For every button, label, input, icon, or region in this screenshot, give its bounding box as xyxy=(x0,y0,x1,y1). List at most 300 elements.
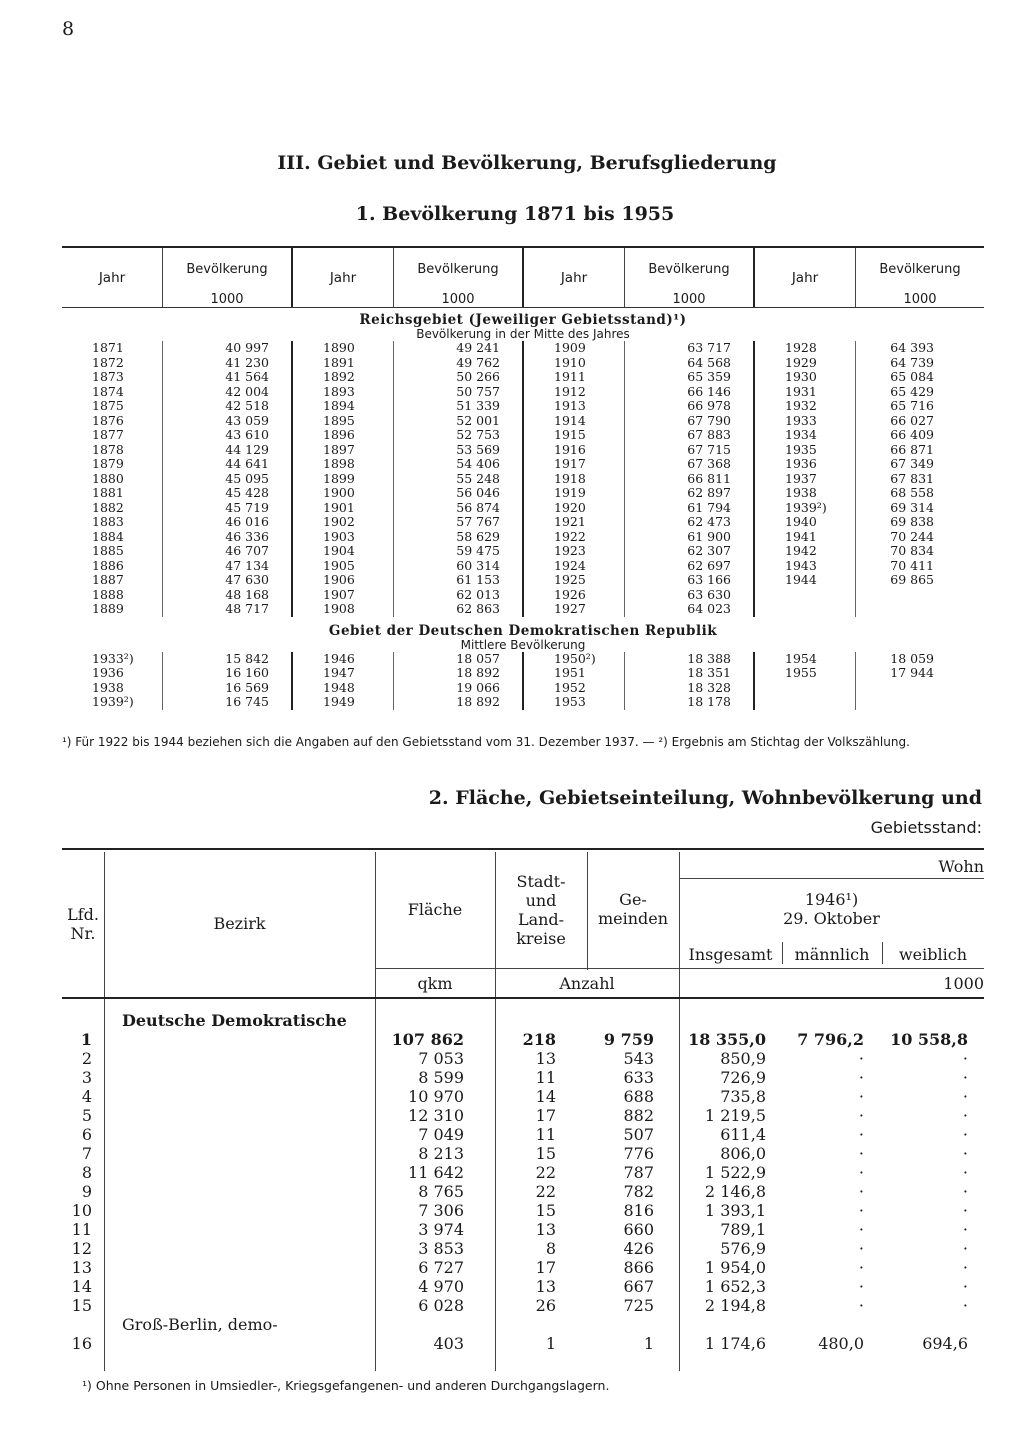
spacer xyxy=(62,999,984,1011)
bezirk-name-line1: Groß-Berlin, demo- xyxy=(122,1315,278,1334)
cell-maennlich: · xyxy=(858,1049,864,1068)
year-cell: 1935 xyxy=(785,441,817,457)
value-cell: 67 883 xyxy=(687,427,731,442)
cell-maennlich: · xyxy=(858,1182,864,1201)
year-cell: 1891 xyxy=(323,354,355,370)
cell-flaeche: 8 765 xyxy=(418,1182,464,1201)
year-cell: 1933 xyxy=(785,412,817,428)
cell-insgesamt: 576,9 xyxy=(720,1239,766,1258)
cell-maennlich: · xyxy=(858,1239,864,1258)
table-body xyxy=(62,999,984,1353)
value-cell: 45 428 xyxy=(225,485,269,500)
value-cell: 18 057 xyxy=(456,650,500,666)
table-row xyxy=(62,1182,984,1201)
value-cell: 16 160 xyxy=(225,665,269,680)
year-cell: 1950²) xyxy=(554,650,596,666)
year-cell: 1893 xyxy=(323,383,355,399)
cell-maennlich: · xyxy=(858,1201,864,1220)
year-cell: 1885 xyxy=(92,543,124,558)
row-number: 6 xyxy=(81,1125,92,1144)
table-row xyxy=(62,1125,984,1144)
year-cell: 1892 xyxy=(323,369,355,384)
table-row xyxy=(62,1334,984,1353)
year-cell: 1919 xyxy=(554,485,586,500)
year-cell: 1923 xyxy=(554,543,586,558)
cell-insgesamt: 2 146,8 xyxy=(704,1182,766,1201)
year-cell: 1896 xyxy=(323,427,355,442)
year-cell: 1922 xyxy=(554,528,586,544)
value-cell: 67 368 xyxy=(687,456,731,471)
header-group xyxy=(522,248,753,307)
table-row xyxy=(62,1163,984,1182)
cell-flaeche: 7 049 xyxy=(418,1125,464,1144)
year-cell: 1900 xyxy=(323,485,355,500)
year-cell: 1898 xyxy=(323,456,355,471)
cell-weiblich: 10 558,8 xyxy=(890,1030,968,1049)
table-row xyxy=(62,1087,984,1106)
year-cell: 1881 xyxy=(92,485,124,500)
value-cell: 47 134 xyxy=(225,557,269,573)
cell-kreise: 22 xyxy=(535,1182,556,1201)
value-cell: 41 230 xyxy=(225,354,269,370)
cell-maennlich: 480,0 xyxy=(818,1334,864,1353)
table1-title: 1. Bevölkerung 1871 bis 1955 xyxy=(355,203,675,225)
value-cell: 49 762 xyxy=(456,354,500,370)
value-cell: 57 767 xyxy=(456,514,500,529)
cell-flaeche: 4 970 xyxy=(418,1277,464,1296)
year-cell: 1920 xyxy=(554,499,586,515)
value-cell: 61 794 xyxy=(687,499,731,515)
row-number: 14 xyxy=(71,1277,92,1296)
year-cell: 1918 xyxy=(554,470,586,486)
year-cell: 1931 xyxy=(785,383,817,399)
year-cell: 1913 xyxy=(554,398,586,413)
value-cell: 40 997 xyxy=(225,340,269,355)
value-cell: 61 153 xyxy=(456,572,500,587)
year-cell: 1927 xyxy=(554,601,586,616)
value-cell: 70 411 xyxy=(890,557,934,573)
year-cell: 1909 xyxy=(554,340,586,355)
year-cell: 1889 xyxy=(92,601,124,616)
cell-gemeinden: 782 xyxy=(623,1182,654,1201)
value-cell: 67 831 xyxy=(890,470,934,486)
value-cell: 52 001 xyxy=(456,412,500,428)
table-row-label-line xyxy=(62,1315,984,1334)
cell-maennlich: · xyxy=(858,1106,864,1125)
table2-title: 2. Fläche, Gebietseinteilung, Wohnbevölkerung und xyxy=(428,787,982,809)
header-group xyxy=(753,248,984,307)
cell-insgesamt: 1 652,3 xyxy=(704,1277,766,1296)
table-row xyxy=(62,1201,984,1220)
value-cells xyxy=(855,652,984,710)
year-cell: 1915 xyxy=(554,427,586,442)
unit-anzahl: Anzahl xyxy=(559,974,615,993)
year-cell: 1877 xyxy=(92,427,124,442)
value-cell: 66 978 xyxy=(687,398,731,413)
value-cell: 45 719 xyxy=(225,499,269,515)
cell-flaeche: 107 862 xyxy=(391,1030,464,1049)
cell-insgesamt: 1 522,9 xyxy=(704,1163,766,1182)
value-cell: 69 314 xyxy=(890,499,934,515)
value-cell: 63 166 xyxy=(687,572,731,587)
cell-gemeinden: 776 xyxy=(623,1144,654,1163)
header-unit: 1000 xyxy=(210,292,244,307)
cell-kreise: 13 xyxy=(535,1049,556,1068)
cell-flaeche: 3 974 xyxy=(418,1220,464,1239)
value-cell: 58 629 xyxy=(456,528,500,544)
value-cell: 63 717 xyxy=(687,340,731,355)
cell-flaeche: 6 028 xyxy=(418,1296,464,1315)
cell-flaeche: 8 599 xyxy=(418,1068,464,1087)
year-cell: 1890 xyxy=(323,340,355,355)
cell-maennlich: · xyxy=(858,1296,864,1315)
cell-flaeche: 403 xyxy=(433,1334,464,1353)
value-cell: 62 897 xyxy=(687,485,731,500)
value-cell: 70 834 xyxy=(890,543,934,558)
value-cell: 47 630 xyxy=(225,572,269,587)
cell-flaeche: 10 970 xyxy=(408,1087,464,1106)
value-cell: 54 406 xyxy=(456,456,500,471)
value-cell: 59 475 xyxy=(456,543,500,558)
year-cell: 1954 xyxy=(785,650,817,666)
header-population-label: Bevölkerung xyxy=(186,262,268,277)
header-year: Jahr xyxy=(791,269,819,286)
cell-maennlich: · xyxy=(858,1163,864,1182)
value-cell: 49 241 xyxy=(456,340,500,355)
cell-flaeche: 7 306 xyxy=(418,1201,464,1220)
year-cell: 1955 xyxy=(785,665,817,680)
header-maennlich: männlich xyxy=(794,945,870,964)
year-cell: 1951 xyxy=(554,665,586,680)
value-cell: 53 569 xyxy=(456,441,500,457)
value-cell: 55 248 xyxy=(456,470,500,486)
value-cell: 43 610 xyxy=(225,427,269,442)
value-cell: 45 095 xyxy=(225,470,269,486)
year-cell: 1941 xyxy=(785,528,817,544)
year-cell: 1910 xyxy=(554,354,586,370)
header-year: Jahr xyxy=(329,269,357,286)
year-cell: 1924 xyxy=(554,557,586,573)
cell-kreise: 14 xyxy=(535,1087,556,1106)
year-cell: 1942 xyxy=(785,543,817,558)
year-cells xyxy=(293,341,393,617)
year-cell: 1902 xyxy=(323,514,355,529)
population-table xyxy=(62,246,984,710)
year-cells xyxy=(524,652,624,710)
cell-insgesamt: 789,1 xyxy=(720,1220,766,1239)
value-cell: 62 307 xyxy=(687,543,731,558)
value-cell: 18 892 xyxy=(456,665,500,680)
value-cell: 64 739 xyxy=(890,354,934,370)
value-cell: 52 753 xyxy=(456,427,500,442)
year-cell: 1911 xyxy=(554,369,586,384)
year-cell: 1906 xyxy=(323,572,355,587)
value-cell: 66 811 xyxy=(687,470,731,486)
table-row xyxy=(62,1277,984,1296)
value-cell: 62 863 xyxy=(456,601,500,616)
bezirk-name-line1: Deutsche Demokratische xyxy=(122,1011,347,1030)
year-cell: 1938 xyxy=(92,679,124,695)
cell-maennlich: · xyxy=(858,1258,864,1277)
cell-flaeche: 7 053 xyxy=(418,1049,464,1068)
cell-weiblich: · xyxy=(962,1106,968,1125)
row-number: 2 xyxy=(81,1049,92,1068)
value-cell: 66 409 xyxy=(890,427,934,442)
year-cells xyxy=(755,652,855,710)
cell-flaeche: 12 310 xyxy=(408,1106,464,1125)
table-row xyxy=(62,1144,984,1163)
header-bezirk: Bezirk xyxy=(213,914,266,933)
row-number: 12 xyxy=(71,1239,92,1258)
cell-maennlich: · xyxy=(858,1144,864,1163)
header-unit: 1000 xyxy=(441,292,475,307)
value-cell: 62 473 xyxy=(687,514,731,529)
value-cell: 18 328 xyxy=(687,679,731,695)
row-number: 8 xyxy=(81,1163,92,1182)
cell-weiblich: · xyxy=(962,1258,968,1277)
cell-insgesamt: 1 219,5 xyxy=(704,1106,766,1125)
year-cell: 1897 xyxy=(323,441,355,457)
year-cell: 1939²) xyxy=(785,499,827,515)
value-cell: 50 757 xyxy=(456,383,500,399)
row-number: 1 xyxy=(80,1030,92,1049)
cell-weiblich: · xyxy=(962,1087,968,1106)
value-cell: 64 023 xyxy=(687,601,731,616)
year-cell: 1899 xyxy=(323,470,355,486)
cell-insgesamt: 726,9 xyxy=(720,1068,766,1087)
cell-flaeche: 8 213 xyxy=(418,1144,464,1163)
header-population-label: Bevölkerung xyxy=(879,262,961,277)
row-number: 4 xyxy=(81,1087,92,1106)
value-cell: 43 059 xyxy=(225,412,269,428)
row-number: 15 xyxy=(71,1296,92,1315)
rule xyxy=(62,307,984,308)
value-cell: 65 429 xyxy=(890,383,934,399)
year-cell: 1937 xyxy=(785,470,817,486)
year-cell: 1879 xyxy=(92,456,124,471)
year-cell: 1873 xyxy=(92,369,124,384)
year-cell: 1908 xyxy=(323,601,355,616)
year-cell: 1901 xyxy=(323,499,355,515)
year-cell: 1886 xyxy=(92,557,124,573)
rule xyxy=(680,878,984,879)
cell-weiblich: · xyxy=(962,1068,968,1087)
cell-weiblich: · xyxy=(962,1239,968,1258)
year-column xyxy=(753,652,984,710)
reich-section-title: Reichsgebiet (Jeweiliger Gebietsstand)¹) xyxy=(359,312,687,328)
value-cells xyxy=(393,341,522,617)
value-cell: 48 168 xyxy=(225,586,269,602)
year-cells xyxy=(524,341,624,617)
ddr-section-title: Gebiet der Deutschen Demokratischen Republik xyxy=(328,622,718,639)
year-column xyxy=(291,341,522,617)
cell-gemeinden: 543 xyxy=(623,1049,654,1068)
value-cell: 18 892 xyxy=(456,694,500,709)
value-cells xyxy=(162,652,291,710)
value-cell: 16 569 xyxy=(225,679,269,695)
value-cell: 42 004 xyxy=(225,383,269,399)
value-cell: 66 027 xyxy=(890,412,934,428)
cell-gemeinden: 660 xyxy=(623,1220,654,1239)
year-cell: 1932 xyxy=(785,398,817,413)
header-kreise: Stadt- und Land- kreise xyxy=(516,872,566,948)
ddr-grid xyxy=(62,652,984,710)
year-column xyxy=(62,652,291,710)
cell-gemeinden: 1 xyxy=(643,1334,654,1353)
year-cell: 1947 xyxy=(323,665,355,680)
header-unit: 1000 xyxy=(903,292,937,307)
reich-grid xyxy=(62,341,984,617)
year-cell: 1884 xyxy=(92,528,124,544)
header-group xyxy=(62,248,291,307)
year-cell: 1880 xyxy=(92,470,124,486)
value-cell: 42 518 xyxy=(225,398,269,413)
year-cell: 1874 xyxy=(92,383,124,399)
cell-kreise: 1 xyxy=(545,1334,556,1353)
year-cell: 1888 xyxy=(92,586,124,602)
cell-weiblich: · xyxy=(962,1201,968,1220)
value-cell: 16 745 xyxy=(225,694,269,709)
cell-maennlich: · xyxy=(858,1068,864,1087)
value-cell: 67 349 xyxy=(890,456,934,471)
table-row xyxy=(62,1106,984,1125)
year-cell: 1912 xyxy=(554,383,586,399)
cell-kreise: 15 xyxy=(535,1144,556,1163)
value-cell: 66 871 xyxy=(890,441,934,457)
year-column xyxy=(522,341,753,617)
year-cell: 1936 xyxy=(785,456,817,471)
rule xyxy=(375,968,984,969)
year-column xyxy=(753,341,984,617)
header-gemeinden: Ge- meinden xyxy=(597,890,669,928)
value-cell: 46 016 xyxy=(225,514,269,529)
value-cell: 50 266 xyxy=(456,369,500,384)
value-cell: 44 641 xyxy=(225,456,269,471)
year-cell: 1929 xyxy=(785,354,817,370)
cell-kreise: 11 xyxy=(535,1125,556,1144)
cell-weiblich: · xyxy=(962,1296,968,1315)
cell-kreise: 8 xyxy=(545,1239,556,1258)
table2-subtitle: Gebietsstand: xyxy=(870,818,982,837)
cell-insgesamt: 1 174,6 xyxy=(704,1334,766,1353)
value-cell: 48 717 xyxy=(225,601,269,616)
year-cell: 1946 xyxy=(323,650,355,666)
year-cell: 1894 xyxy=(323,398,355,413)
page-number: 8 xyxy=(62,18,75,40)
cell-maennlich: · xyxy=(858,1277,864,1296)
cell-flaeche: 3 853 xyxy=(418,1239,464,1258)
header-year: Jahr xyxy=(98,269,126,286)
value-cell: 65 359 xyxy=(687,369,731,384)
year-cell: 1878 xyxy=(92,441,124,457)
row-number: 13 xyxy=(71,1258,92,1277)
row-number: 7 xyxy=(81,1144,92,1163)
header-census: 1946¹) 29. Oktober xyxy=(783,890,880,928)
cell-flaeche: 11 642 xyxy=(408,1163,464,1182)
year-cell: 1938 xyxy=(785,485,817,500)
header-unit: 1000 xyxy=(672,292,706,307)
cell-insgesamt: 611,4 xyxy=(720,1125,766,1144)
year-cell: 1876 xyxy=(92,412,124,428)
value-cell: 65 716 xyxy=(890,398,934,413)
year-cell: 1949 xyxy=(323,694,355,709)
cell-insgesamt: 1 393,1 xyxy=(704,1201,766,1220)
value-cell: 70 244 xyxy=(890,528,934,544)
year-column xyxy=(522,652,753,710)
year-column xyxy=(62,341,291,617)
year-cell: 1925 xyxy=(554,572,586,587)
year-cells xyxy=(62,652,162,710)
year-cell: 1939²) xyxy=(92,694,134,709)
value-cells xyxy=(624,652,753,710)
table-row xyxy=(62,1258,984,1277)
header-population xyxy=(162,248,291,307)
table-row xyxy=(62,1220,984,1239)
value-cell: 69 838 xyxy=(890,514,934,529)
cell-weiblich: 694,6 xyxy=(922,1334,968,1353)
value-cell: 46 336 xyxy=(225,528,269,544)
value-cell: 69 865 xyxy=(890,572,934,587)
cell-kreise: 26 xyxy=(535,1296,556,1315)
table-header xyxy=(62,248,984,307)
year-cell: 1921 xyxy=(554,514,586,529)
table-row xyxy=(62,1239,984,1258)
table1-footnote: ¹) Für 1922 bis 1944 beziehen sich die Angaben auf den Gebietsstand vom 31. Dezember 1937. — ²) Ergebnis am Stichtag der Volkszählung. xyxy=(62,735,910,749)
row-number: 3 xyxy=(81,1068,92,1087)
value-cell: 18 178 xyxy=(687,694,731,709)
value-cell: 63 630 xyxy=(687,586,731,602)
cell-kreise: 15 xyxy=(535,1201,556,1220)
cell-gemeinden: 866 xyxy=(623,1258,654,1277)
row-number: 10 xyxy=(71,1201,92,1220)
value-cell: 64 393 xyxy=(890,340,934,355)
row-number: 11 xyxy=(71,1220,92,1239)
table-row xyxy=(62,1296,984,1315)
value-cell: 51 339 xyxy=(456,398,500,413)
section-title: III. Gebiet und Bevölkerung, Berufsgliederung xyxy=(277,152,777,174)
cell-gemeinden: 882 xyxy=(623,1106,654,1125)
value-cells xyxy=(162,341,291,617)
year-cell: 1907 xyxy=(323,586,355,602)
year-cells xyxy=(293,652,393,710)
cell-weiblich: · xyxy=(962,1125,968,1144)
value-cell: 44 129 xyxy=(225,441,269,457)
year-cell: 1875 xyxy=(92,398,124,413)
cell-kreise: 218 xyxy=(522,1030,556,1049)
value-cells xyxy=(393,652,522,710)
year-cell: 1928 xyxy=(785,340,817,355)
year-cell: 1871 xyxy=(92,340,124,355)
year-cells xyxy=(62,341,162,617)
header-lfd-nr: Lfd. Nr. xyxy=(67,905,99,943)
value-cells xyxy=(855,341,984,617)
cell-kreise: 22 xyxy=(535,1163,556,1182)
ddr-section-subtitle: Mittlere Bevölkerung xyxy=(460,637,586,652)
cell-flaeche: 6 727 xyxy=(418,1258,464,1277)
cell-insgesamt: 2 194,8 xyxy=(704,1296,766,1315)
cell-gemeinden: 725 xyxy=(623,1296,654,1315)
year-cell: 1952 xyxy=(554,679,586,695)
value-cell: 66 146 xyxy=(687,383,731,399)
row-number: 16 xyxy=(71,1334,92,1353)
unit-qkm: qkm xyxy=(417,974,453,993)
year-cell: 1926 xyxy=(554,586,586,602)
table-row xyxy=(62,1068,984,1087)
table-row xyxy=(62,1030,984,1049)
header-year: Jahr xyxy=(560,269,588,286)
table-row-label-line xyxy=(62,1011,984,1030)
year-cell: 1903 xyxy=(323,528,355,544)
